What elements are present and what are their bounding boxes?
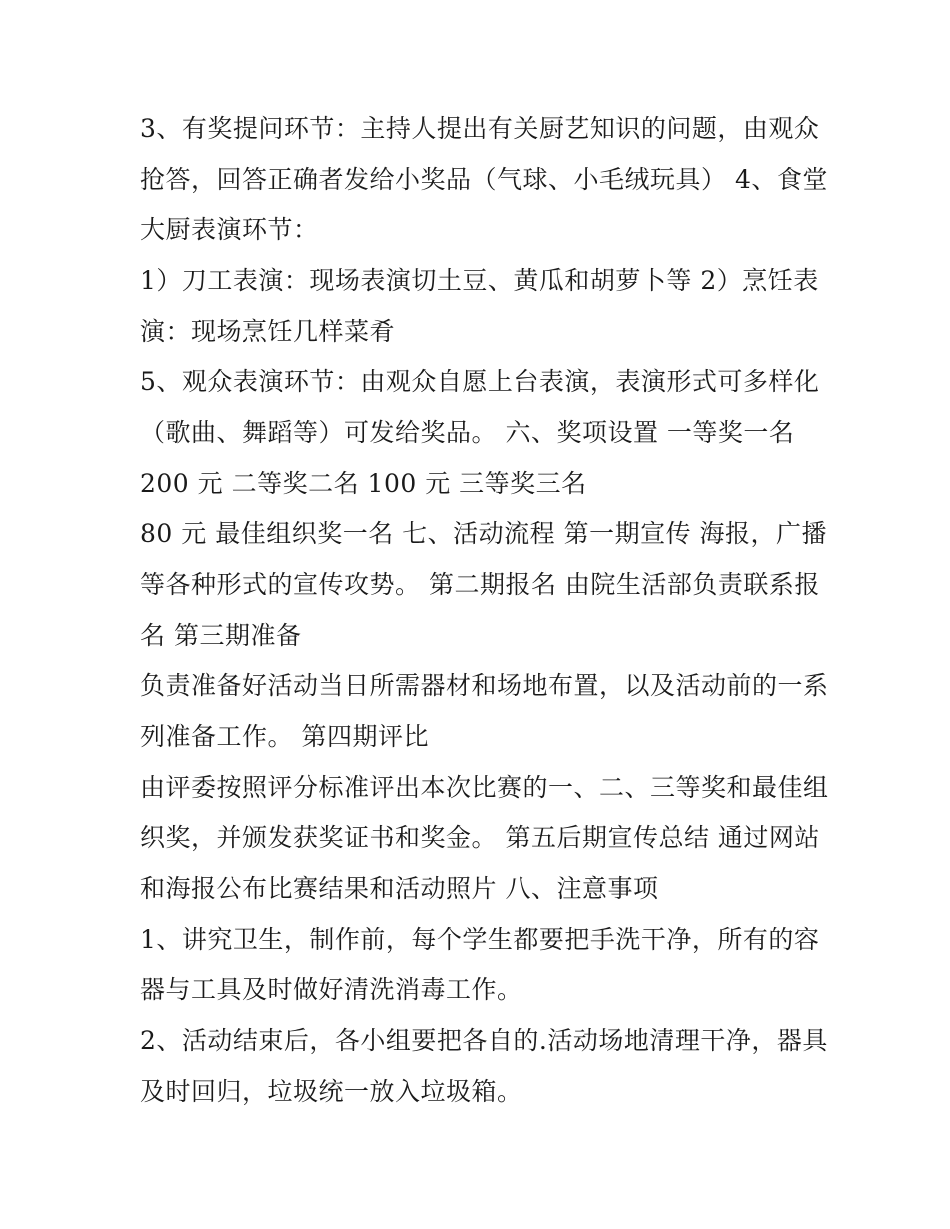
- text-line: 负责准备好活动当日所需器材和场地布置，以及活动前的一系: [140, 671, 829, 700]
- text-line: （歌曲、舞蹈等）可发给奖品。 六、奖项设置 一等奖一名: [140, 418, 795, 447]
- text-line: 等各种形式的宣传攻势。 第二期报名 由院生活部负责联系报: [140, 570, 820, 599]
- text-line: 演：现场烹饪几样菜肴: [140, 317, 396, 346]
- text-line: 200 元 二等奖二名 100 元 三等奖三名: [140, 469, 587, 498]
- text-line: 名 第三期准备: [140, 621, 302, 650]
- text-line: 5、观众表演环节：由观众自愿上台表演，表演形式可多样化: [140, 367, 820, 396]
- text-line: 1、讲究卫生，制作前，每个学生都要把手洗干净，所有的容: [140, 925, 820, 954]
- text-line: 和海报公布比赛结果和活动照片 八、注意事项: [140, 874, 659, 903]
- text-line: 织奖，并颁发获奖证书和奖金。 第五后期宣传总结 通过网站: [140, 823, 820, 852]
- text-line: 由评委按照评分标准评出本次比赛的一、二、三等奖和最佳组: [140, 773, 829, 802]
- text-line: 抢答，回答正确者发给小奖品（气球、小毛绒玩具） 4、食堂: [140, 165, 828, 194]
- text-line: 大厨表演环节：: [140, 215, 319, 244]
- text-line: 及时回归，垃圾统一放入垃圾箱。: [140, 1077, 523, 1106]
- text-line: 1）刀工表演：现场表演切土豆、黄瓜和胡萝卜等 2）烹饪表: [140, 266, 819, 295]
- text-line: 器与工具及时做好清洗消毒工作。: [140, 975, 523, 1004]
- text-line: 2、活动结束后，各小组要把各自的.活动场地清理干净，器具: [140, 1026, 828, 1055]
- text-line: 80 元 最佳组织奖一名 七、活动流程 第一期宣传 海报，广播: [140, 519, 828, 548]
- text-line: 3、有奖提问环节：主持人提出有关厨艺知识的问题，由观众: [140, 114, 820, 143]
- text-line: 列准备工作。 第四期评比: [140, 722, 429, 751]
